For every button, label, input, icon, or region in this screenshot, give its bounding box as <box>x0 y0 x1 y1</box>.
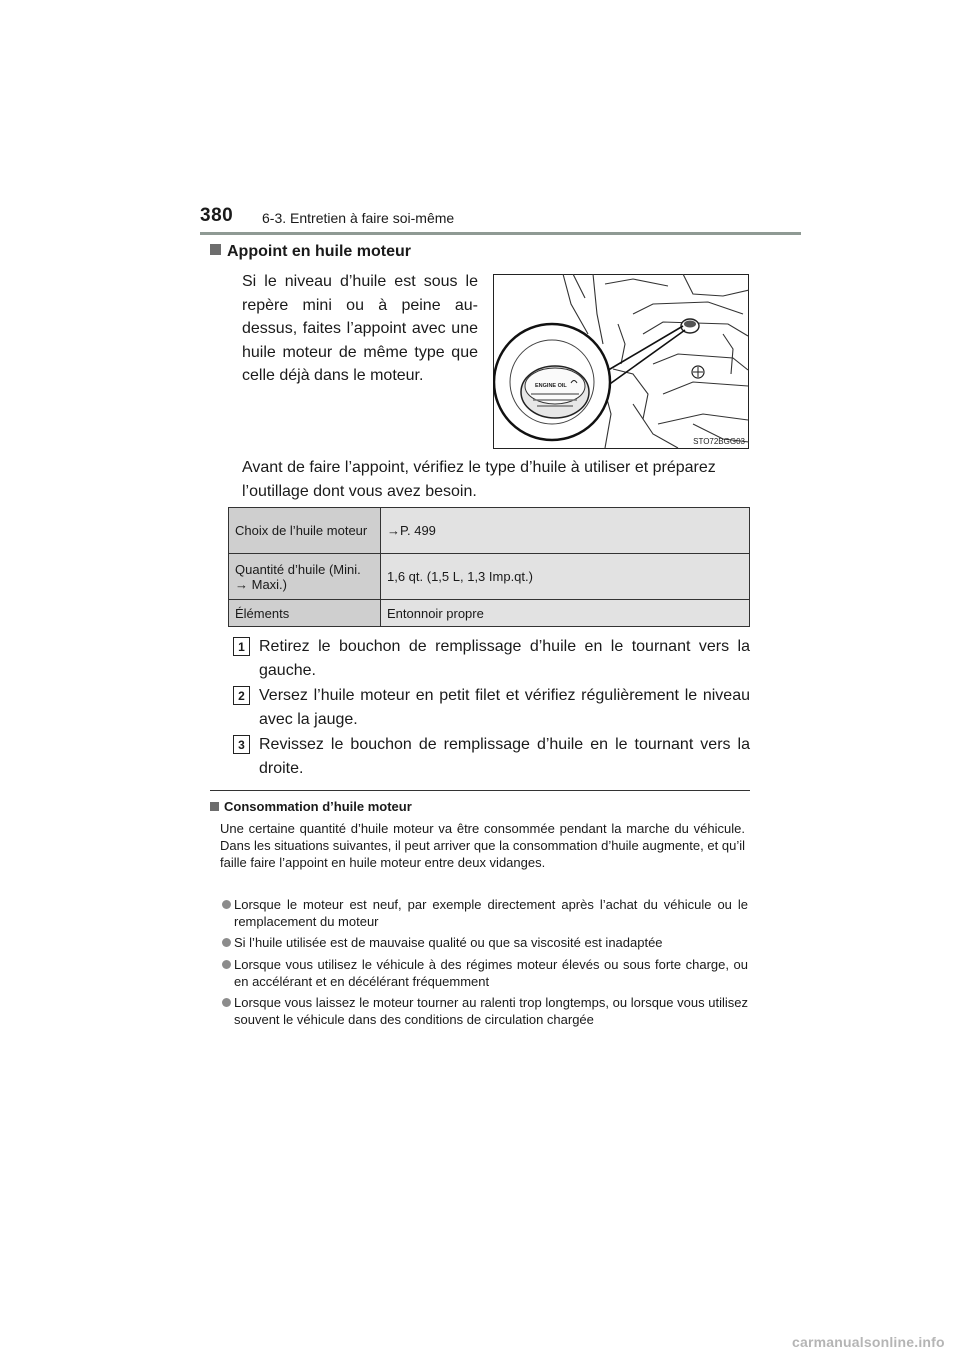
preparation-paragraph: Avant de faire l’appoint, vérifiez le type d’huile à utiliser et préparez l’outillage dont vous avez besoin. <box>242 459 716 500</box>
section-heading-text: Appoint en huile moteur <box>227 243 411 260</box>
page-number: 380 <box>200 205 234 226</box>
list-item-text: Lorsque vous laissez le moteur tourner au ralenti trop longtemps, ou lorsque vous utilisez souvent le véhicule dans des conditions de circulation chargée <box>234 995 748 1027</box>
table-row <box>229 508 750 554</box>
table-key-cell: Choix de l’huile moteur <box>229 508 381 554</box>
step-text: Revissez le bouchon de remplissage d’huile en le tournant vers la droite. <box>259 736 750 777</box>
round-bullet-icon <box>222 998 231 1007</box>
engine-oil-cap-illustration <box>493 274 749 449</box>
step-number-badge: 1 <box>233 637 250 656</box>
engine-bay-drawing <box>493 274 749 449</box>
intro-paragraph: Si le niveau d’huile est sous le repère mini ou à peine au-dessus, faites l’appoint avec une huile moteur de même type que celle déjà dans le moteur. <box>242 273 478 384</box>
watermark: carmanualsonline.info <box>792 1334 945 1350</box>
table-key-cell: Éléments <box>229 600 381 627</box>
section-title: 6-3. Entretien à faire soi-même <box>262 210 455 226</box>
list-item-text: Si l’huile utilisée est de mauvaise qualité ou que sa viscosité est inadaptée <box>234 935 663 950</box>
square-bullet-icon <box>210 802 219 811</box>
table-value-cell: Entonnoir propre <box>381 600 750 627</box>
step-number-badge: 2 <box>233 686 250 705</box>
notes-paragraph: Une certaine quantité d’huile moteur va être consommée pendant la marche du véhicule. Dans les situations suivantes, il peut arriver que la consommation d’huile augmente, et qu’il faille faire l’appoint en huile moteur entre deux vidanges. <box>220 821 745 870</box>
square-bullet-icon <box>210 244 221 255</box>
engine-oil-cap-label: ENGINE OIL <box>535 383 567 389</box>
table-row <box>229 554 750 600</box>
list-item-text: Lorsque vous utilisez le véhicule à des régimes moteur élevés ou sous forte charge, ou en accélérant et en décélérant fréquemment <box>234 957 748 989</box>
figure-code: STO72BGG03 <box>693 437 745 446</box>
header-divider <box>200 232 801 235</box>
list-item-text: Lorsque le moteur est neuf, par exemple directement après l’achat du véhicule ou le remplacement du moteur <box>234 897 748 929</box>
step-text: Retirez le bouchon de remplissage d’huile en le tournant vers la gauche. <box>259 638 750 679</box>
round-bullet-icon <box>222 900 231 909</box>
round-bullet-icon <box>222 960 231 969</box>
step-number-badge: 3 <box>233 735 250 754</box>
notes-divider <box>210 790 750 791</box>
table-row <box>229 600 750 627</box>
section-heading <box>210 243 411 261</box>
round-bullet-icon <box>222 938 231 947</box>
table-key-cell: Quantité d’huile (Mini. → Maxi.) <box>229 554 381 600</box>
table-value-cell: 1,6 qt. (1,5 L, 1,3 Imp.qt.) <box>381 554 750 600</box>
step-text: Versez l’huile moteur en petit filet et vérifiez régulièrement le niveau avec la jauge. <box>259 687 750 728</box>
table-value-cell: →P. 499 <box>381 508 750 554</box>
oil-spec-table <box>228 507 750 627</box>
notes-heading <box>210 799 412 814</box>
notes-heading-text: Consommation d’huile moteur <box>224 799 412 814</box>
